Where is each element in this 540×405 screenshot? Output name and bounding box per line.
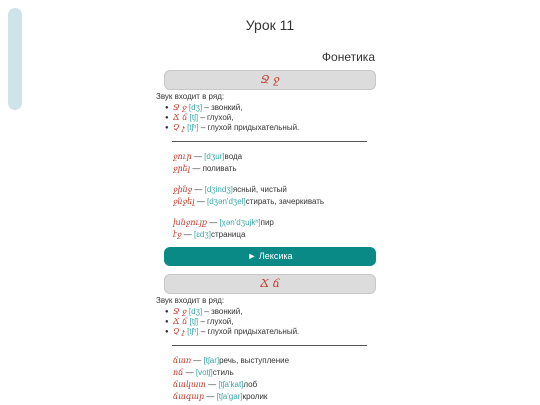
word-ipa: [tʃa'gar] [216,392,243,401]
word-ipa: [dʒindʒ] [204,185,233,194]
word-separator: — [190,164,203,173]
word-translation: пир [260,218,274,227]
series-row [173,317,386,327]
word-separator: — [191,152,205,161]
lesson-title: Урок 11 [245,17,295,33]
word-entry [173,218,274,228]
ipa-transcription: [dʒ] [188,307,203,316]
word-separator: — [181,230,195,239]
word-armenian: ջնջել [173,197,195,206]
word-separator: — [205,380,219,389]
section-title: Фонетика [321,50,375,64]
armenian-letter: Չ չ [173,123,185,132]
word-entry [173,197,324,207]
ipa-transcription: [tʃʰ] [187,327,199,336]
word-armenian: ճակատ [173,380,206,389]
word-entry [173,356,289,366]
word-translation: стиль [212,368,234,377]
series-row [173,123,386,133]
word-armenian: ճառ [173,356,192,365]
series-row [173,307,386,317]
ipa-transcription: [tʃ] [189,113,199,122]
word-translation: стирать, зачеркивать [245,197,325,206]
lexika-button[interactable]: ► Лексика [164,247,376,266]
series-row [173,113,386,123]
word-armenian: ջուր [173,152,192,161]
armenian-letter: Չ չ [173,327,185,336]
series-intro: Звук входит в ряд: [156,296,225,305]
word-ipa: [χən'dʒujkʰ] [219,218,261,227]
ipa-transcription: [tʃʰ] [187,123,199,132]
word-entry [173,164,237,174]
word-translation: ясный, чистый [232,185,287,194]
word-separator: — [206,218,220,227]
word-entry [173,185,287,195]
word-ipa: [tʃa'kat] [218,380,244,389]
word-entry [173,380,257,390]
word-armenian: ջրել [173,164,191,173]
word-separator: — [191,356,204,365]
letter-header-dzh[interactable]: Ջ ջ [164,70,376,90]
series-row [173,103,386,113]
word-entry [173,152,242,162]
word-translation: поливать [202,164,237,173]
ipa-transcription: [dʒ] [188,103,203,112]
word-ipa: [tʃar] [203,356,220,365]
word-ipa: [dʒən'dʒel] [206,197,246,206]
word-armenian: խնջույք [173,218,207,227]
armenian-letter: Ճ ճ [173,317,188,326]
sound-description: – глухой, [198,113,234,122]
word-entry [173,392,267,402]
ipa-transcription: [tʃ] [189,317,199,326]
word-translation: страница [210,230,246,239]
divider [172,345,367,346]
sound-series-block-2 [156,296,386,337]
sound-series-block-1 [156,92,386,133]
word-entry [173,368,234,378]
word-ipa: [dʒur] [204,152,225,161]
word-armenian: ջինջ [173,185,193,194]
word-separator: — [204,392,217,401]
word-ipa: [votʃ] [195,368,213,377]
series-row [173,327,386,337]
sound-description: – глухой, [198,317,234,326]
word-armenian: ճագար [173,392,205,401]
word-entry [173,230,245,240]
word-separator: — [183,368,196,377]
word-translation: лоб [243,380,258,389]
sound-description: – глухой придыхательный. [198,123,300,132]
series-intro: Звук входит в ряд: [156,92,225,101]
word-translation: кролик [242,392,268,401]
armenian-letter: Ճ ճ [173,113,188,122]
word-armenian: ոճ [173,368,184,377]
word-separator: — [192,185,205,194]
word-ipa: [ɛdʒ] [194,230,211,239]
word-armenian: էջ [173,230,182,239]
sound-description: – глухой придыхательный. [198,327,300,336]
letter-header-ch[interactable]: Ճ ճ [164,274,376,294]
word-translation: речь, выступление [219,356,290,365]
word-separator: — [194,197,207,206]
sound-description: – звонкий, [202,103,243,112]
sound-description: – звонкий, [202,307,243,316]
armenian-letter: Ջ ջ [173,307,187,316]
armenian-letter: Ջ ջ [173,103,187,112]
word-translation: вода [224,152,243,161]
divider [172,141,367,142]
